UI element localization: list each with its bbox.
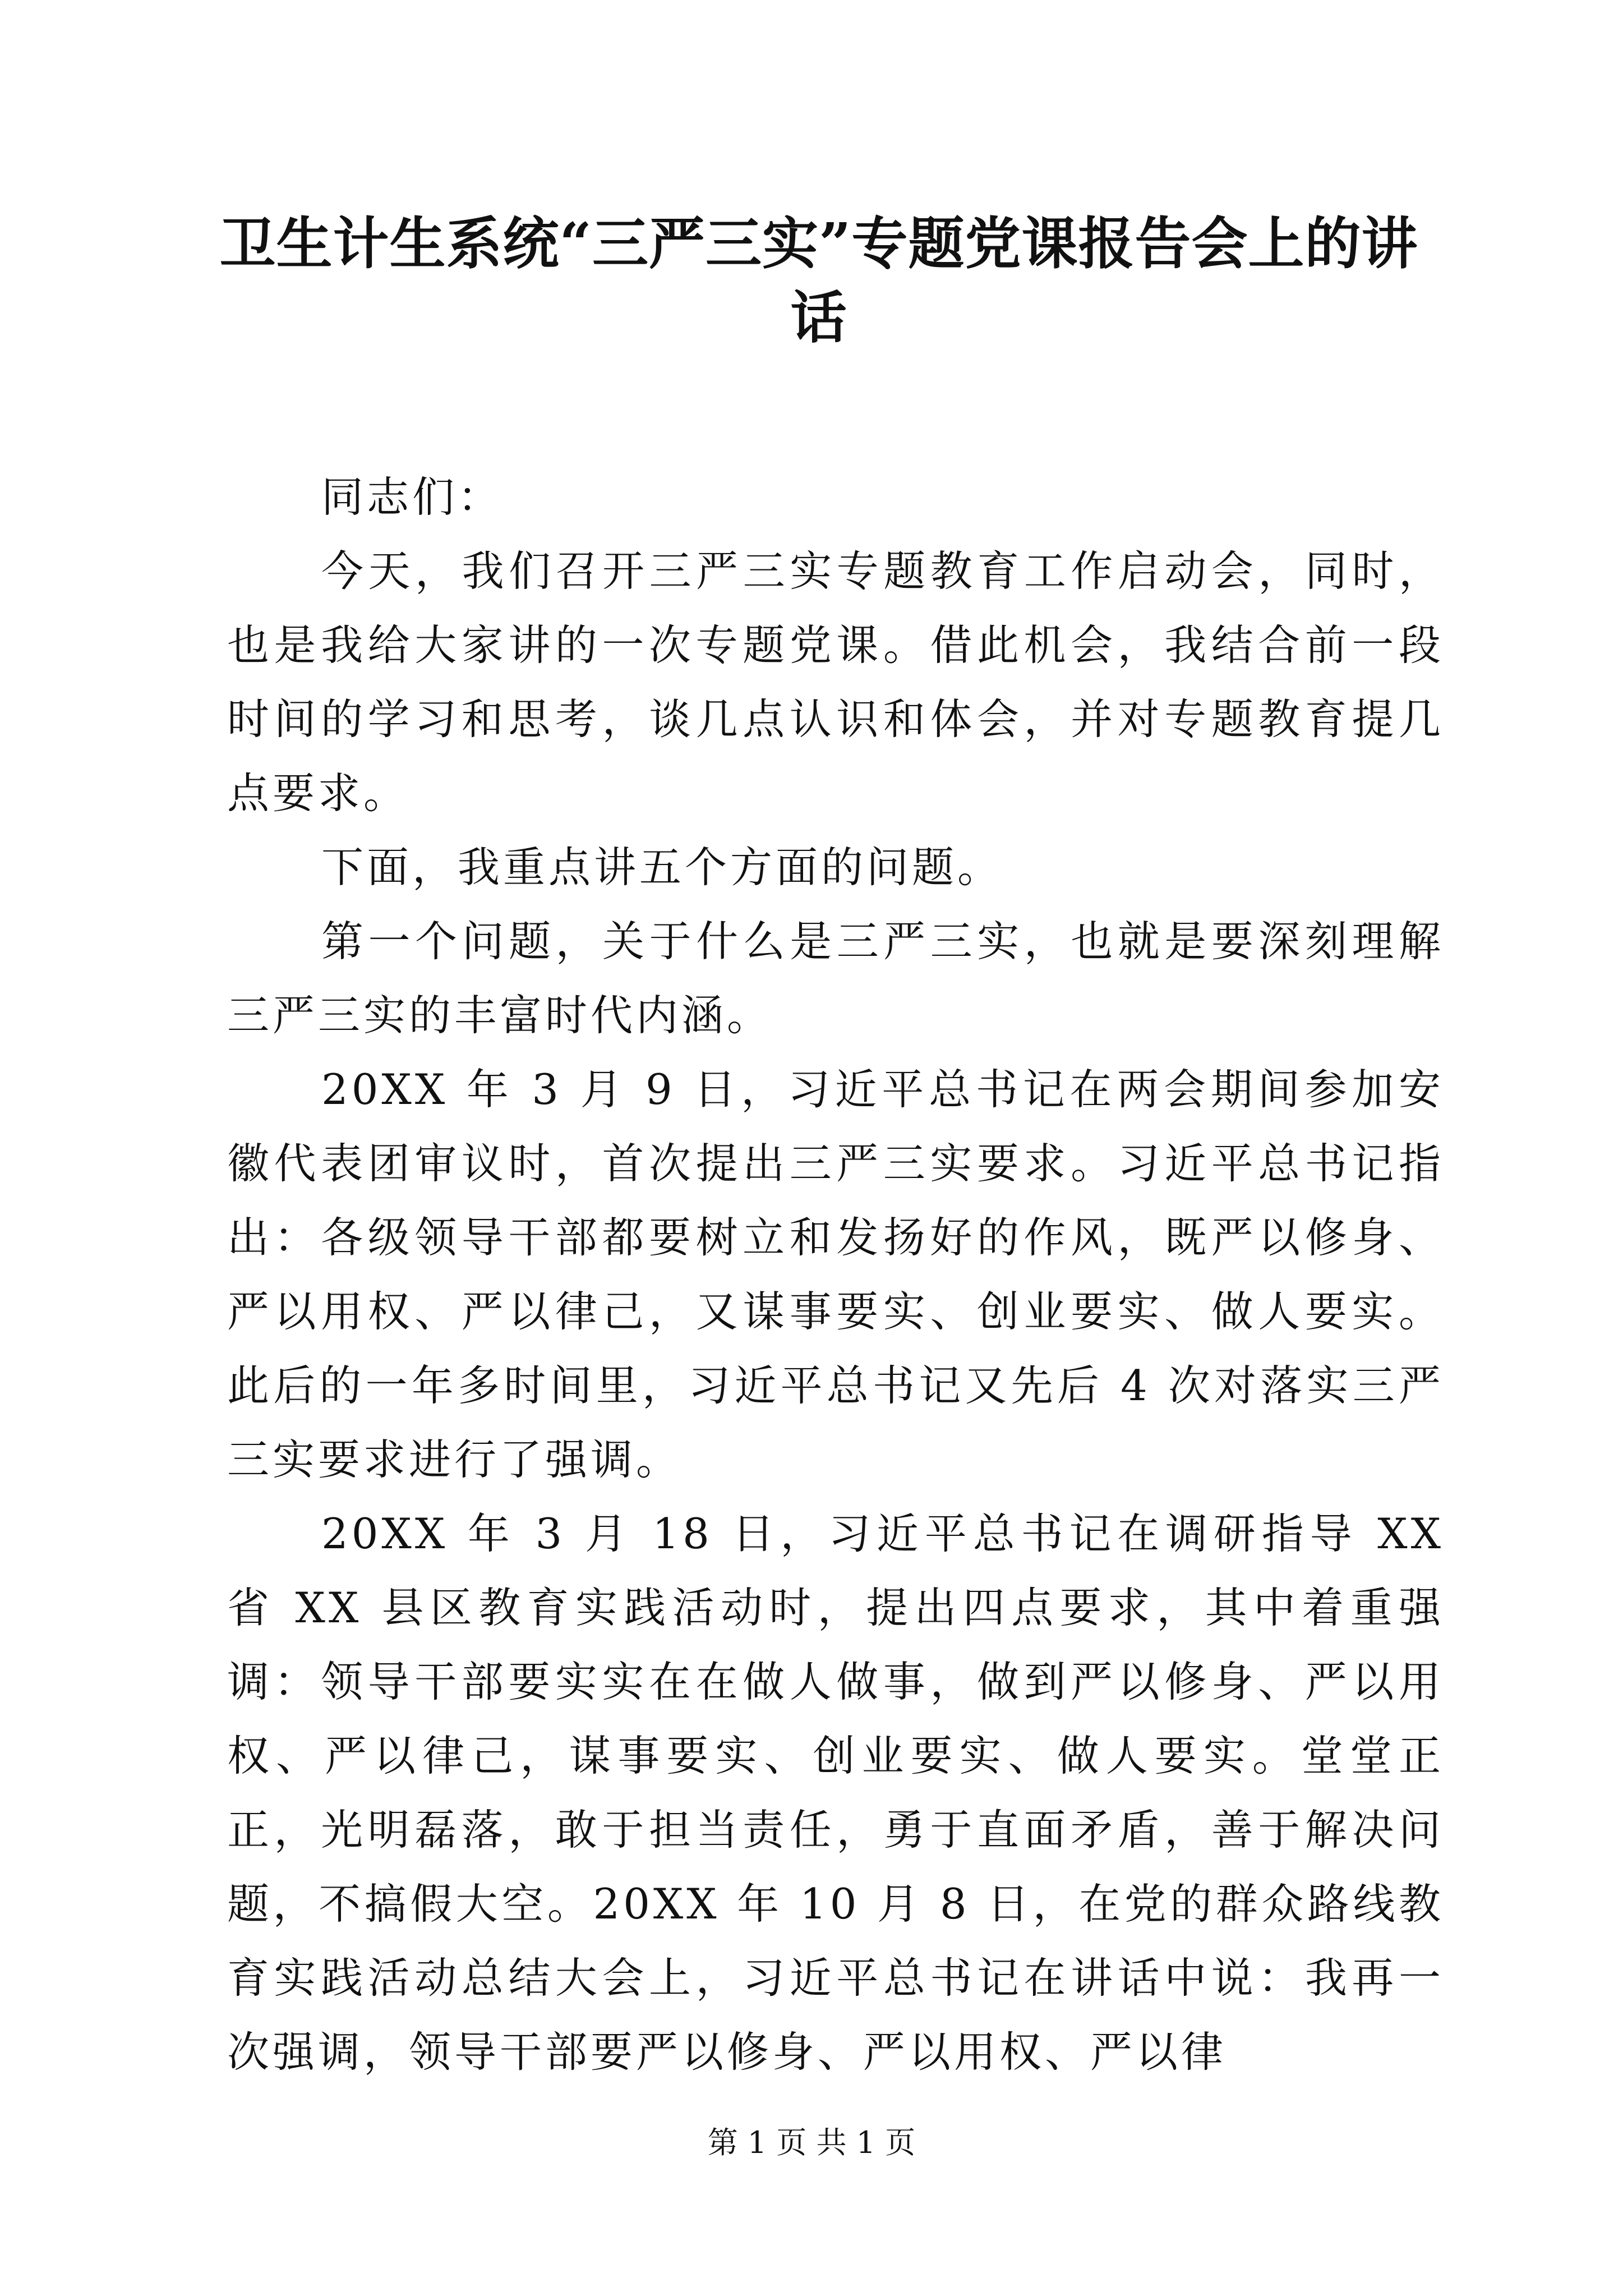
- page-footer: 第 1 页 共 1 页: [707, 2125, 916, 2160]
- body-paragraph: 第一个问题，关于什么是三严三实，也就是要深刻理解三严三实的丰富时代内涵。: [227, 917, 1444, 1040]
- document-body: [227, 460, 1444, 2089]
- body-paragraph: 20XX 年 3 月 18 日，习近平总书记在调研指导 XX 省 XX 县区教育实践活动时，提出四点要求，其中着重强调：领导干部要实实在在做人做事，做到严以修身、严以用权、严以律己，谋事要实、创业要实、做人要实。堂堂正正，光明磊落，敢于担当责任，勇于直面矛盾，善于解决问题，不搞假大空。20XX 年 10 月 8 日，在党的群众路线教育实践活动总结大会上，习近平总书记在讲话中说：我再一次强调，领导干部要严以修身、严以用权、严以律: [227, 1509, 1444, 2077]
- body-paragraph: 下面，我重点讲五个方面的问题。: [321, 843, 1003, 892]
- salutation-paragraph: 同志们：: [321, 472, 504, 522]
- body-paragraph: 今天，我们召开三严三实专题教育工作启动会，同时，也是我给大家讲的一次专题党课。借此机会，我结合前一段时间的学习和思考，谈几点认识和体会，并对专题教育提几点要求。: [227, 546, 1444, 818]
- document-title: 卫生计生系统“三严三实”专题党课报告会上的讲话: [219, 210, 1418, 351]
- body-paragraph: 20XX 年 3 月 9 日，习近平总书记在两会期间参加安徽代表团审议时，首次提出三严三实要求。习近平总书记指出：各级领导干部都要树立和发扬好的作风，既严以修身、严以用权、严以律己，又谋事要实、创业要实、做人要实。此后的一年多时间里，习近平总书记又先后 4 次对落实三严三实要求进行了强调。: [227, 1065, 1444, 1484]
